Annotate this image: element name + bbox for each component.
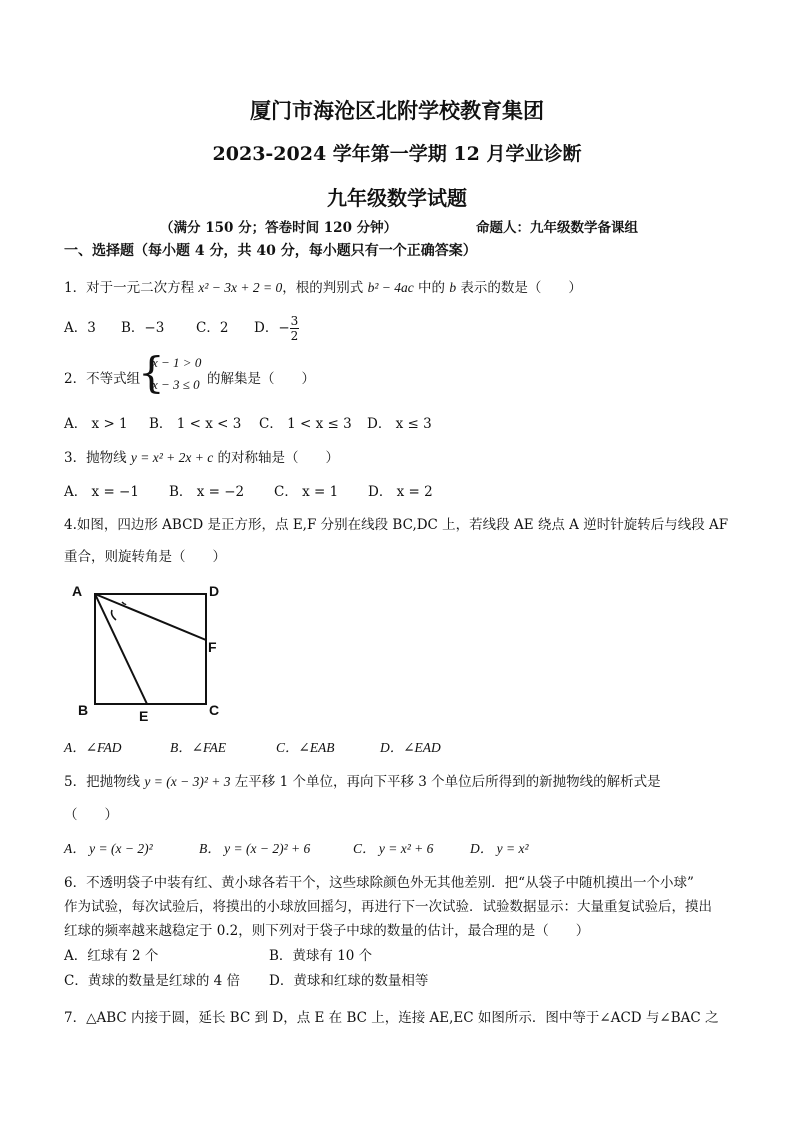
- system-brace: {: [138, 348, 165, 397]
- q4-option-c[interactable]: C．∠EAB: [276, 740, 335, 755]
- q2-option-c[interactable]: C． 1 < x ≤ 3: [259, 416, 352, 432]
- author-note: 命题人：九年级数学备课组: [476, 220, 638, 236]
- q2-option-b[interactable]: B． 1 < x < 3: [149, 416, 242, 432]
- q1-text-mid2: 中的: [413, 280, 450, 296]
- q1-discriminant: b² − 4ac: [367, 280, 414, 295]
- question-1-stem: [64, 276, 582, 296]
- q3-text-post: 的对称轴是（ ）: [213, 450, 340, 466]
- q5-option-b[interactable]: B． y = (x − 2)² + 6: [199, 841, 311, 856]
- question-6-options-row1: [64, 944, 372, 964]
- q5-option-a[interactable]: A． y = (x − 2)²: [64, 841, 153, 856]
- angle-arc-fad: [122, 602, 126, 604]
- q3-equation: y = x² + 2x + c: [130, 450, 214, 465]
- school-title: 厦门市海沧区北附学校教育集团: [250, 98, 544, 123]
- question-5-options: [64, 837, 529, 857]
- q1-equation: x² − 3x + 2 = 0: [198, 280, 283, 295]
- q5-option-c[interactable]: C． y = x² + 6: [353, 841, 434, 856]
- q5-option-d[interactable]: D． y = x²: [470, 841, 529, 856]
- q1-b-symbol: b: [449, 280, 457, 295]
- q1-text-post: 表示的数是（ ）: [456, 280, 582, 296]
- q6-option-b[interactable]: B．黄球有 10 个: [269, 948, 373, 964]
- q6-option-d[interactable]: D．黄球和红球的数量相等: [269, 973, 429, 989]
- q3-option-c[interactable]: C． x = 1: [274, 484, 339, 500]
- q5-equation: y = (x − 3)² + 3: [144, 774, 231, 789]
- q1-text-mid: ，根的判别式: [282, 280, 368, 296]
- question-6-stem-line3: 红球的频率越来越稳定于 0.2，则下列对于袋子中球的数量的估计，最合理的是（ ）: [64, 923, 590, 939]
- question-4-stem-line1: 4.如图，四边形 ABCD 是正方形，点 E,F 分别在线段 BC,DC 上，若线段 AE 绕点 A 逆时针旋转后与线段 AF: [64, 517, 729, 533]
- q1-text-pre: 1．对于一元二次方程: [64, 280, 199, 296]
- q1-option-d-numerator: 3: [290, 314, 299, 328]
- q1-option-d-label: D．−: [254, 320, 290, 336]
- term-title: 2023-2024 学年第一学期 12 月学业诊断: [212, 143, 582, 165]
- q4-option-b[interactable]: B．∠FAE: [170, 740, 227, 755]
- q3-option-d[interactable]: D． x = 2: [368, 484, 433, 500]
- q3-option-b[interactable]: B． x = −2: [169, 484, 245, 500]
- question-3-stem: [64, 446, 339, 466]
- subject-title: 九年级数学试题: [327, 186, 467, 210]
- label-e: E: [139, 708, 149, 724]
- q3-option-a[interactable]: A． x = −1: [64, 484, 139, 500]
- question-3-options: [64, 480, 433, 500]
- question-5-stem-line1: [64, 770, 661, 790]
- q1-option-b[interactable]: B．−3: [121, 320, 165, 336]
- question-4-options: [64, 736, 441, 756]
- label-b: B: [78, 702, 89, 718]
- question-7-stem-line1: 7．△ABC 内接于圆，延长 BC 到 D，点 E 在 BC 上，连接 AE,EC 如图所示．图中等于∠ACD 与∠BAC 之: [64, 1010, 719, 1026]
- q1-option-a[interactable]: A．3: [64, 320, 96, 336]
- question-5-stem-line2: （ ）: [64, 807, 118, 823]
- question-2-stem-pre: 2．不等式组: [64, 371, 141, 387]
- label-c: C: [209, 702, 220, 718]
- q1-option-d[interactable]: [254, 314, 299, 343]
- q2-inequality-2: x − 3 ≤ 0: [152, 377, 200, 392]
- label-f: F: [208, 639, 217, 655]
- segment-af: [95, 594, 206, 640]
- q6-option-a[interactable]: A．红球有 2 个: [64, 948, 159, 964]
- q4-option-a[interactable]: A．∠FAD: [64, 740, 122, 755]
- q5-text-pre: 5．把抛物线: [64, 774, 145, 790]
- angle-arc-eaf: [112, 610, 117, 620]
- label-a: A: [72, 583, 83, 599]
- q2-option-a[interactable]: A． x > 1: [64, 416, 128, 432]
- q1-option-d-fraction: [290, 314, 300, 343]
- question-2-options: [64, 412, 432, 432]
- score-time-note: （满分 150 分；答卷时间 120 分钟）: [160, 220, 398, 236]
- question-2-stem-post: 的解集是（ ）: [207, 371, 315, 387]
- segment-ae: [95, 594, 147, 704]
- question-4-stem-line2: 重合，则旋转角是（ ）: [64, 549, 226, 565]
- question-6-options-row2: [64, 969, 428, 989]
- q1-option-d-denominator: 2: [290, 329, 299, 343]
- q4-option-d[interactable]: D．∠EAD: [380, 740, 441, 755]
- question-6-stem-line2: 作为试验，每次试验后，将摸出的小球放回摇匀，再进行下一次试验．试验数据显示：大量重复试验后，摸出: [64, 899, 712, 915]
- q5-text-post: 左平移 1 个单位，再向下平移 3 个单位后所得到的新抛物线的解析式是: [230, 774, 661, 790]
- q2-option-d[interactable]: D． x ≤ 3: [367, 416, 432, 432]
- question-1-options: [64, 314, 299, 343]
- label-d: D: [209, 583, 220, 599]
- square-figure: [70, 580, 230, 725]
- q1-option-c[interactable]: C．2: [196, 320, 229, 336]
- q3-text-pre: 3．抛物线: [64, 450, 131, 466]
- section-heading: 一、选择题（每小题 4 分，共 40 分，每小题只有一个正确答案）: [64, 243, 477, 259]
- q6-option-c[interactable]: C．黄球的数量是红球的 4 倍: [64, 973, 241, 989]
- q2-inequality-1: x − 1 > 0: [152, 355, 202, 370]
- question-6-stem-line1: 6．不透明袋子中装有红、黄小球各若干个，这些球除颜色外无其他差别．把“从袋子中随机摸出一个小球”: [64, 875, 694, 891]
